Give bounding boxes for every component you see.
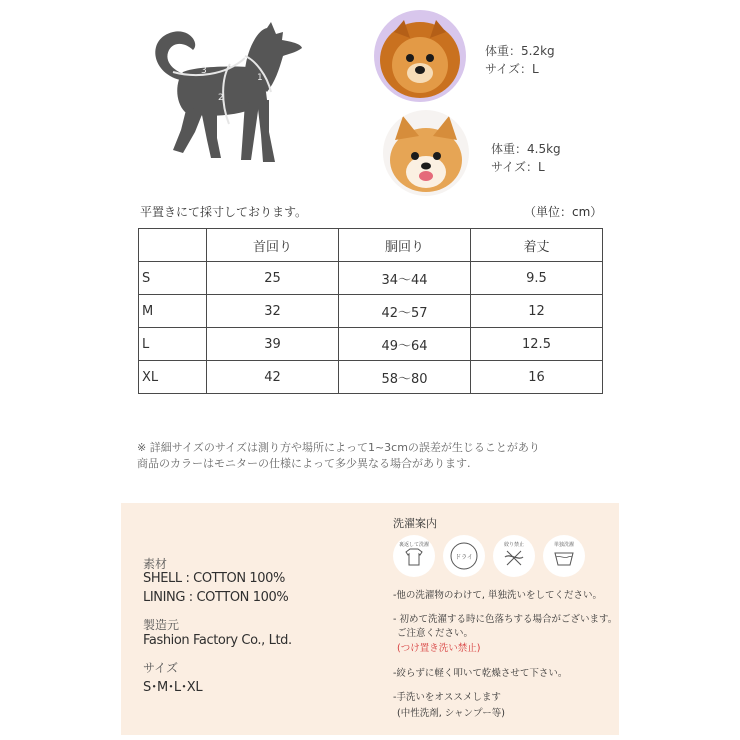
table-cell: 12 <box>471 295 603 328</box>
table-cell: 58～80 <box>339 361 471 394</box>
table-row <box>139 262 603 295</box>
care-icon-label: 裏返して洗濯 <box>398 542 429 548</box>
maker-name: Fashion Factory Co., Ltd. <box>143 633 292 648</box>
maker-heading: 製造元 <box>143 618 180 632</box>
material-lining: LINING : COTTON 100% <box>143 590 289 605</box>
care-icon-label: 絞り禁止 <box>503 542 524 548</box>
materials-heading: 素材 <box>143 557 168 571</box>
disclaimer-line: ※ 詳細サイズのサイズは測り方や場所によって1~3cmの誤差が生じることがあり <box>137 441 540 454</box>
table-row <box>139 328 603 361</box>
inside-out-wash-icon <box>393 535 435 577</box>
care-warning: (つけ置き洗い禁止) <box>397 643 481 654</box>
table-cell: 39 <box>207 328 339 361</box>
table-row <box>139 361 603 394</box>
size-heading: サイズ <box>143 661 179 675</box>
table-cell: 34～44 <box>339 262 471 295</box>
dog-1-weight: 体重：5.2kg <box>485 44 555 58</box>
care-panel <box>121 503 619 735</box>
no-wring-icon <box>493 535 535 577</box>
diagram-label-3: 3 <box>201 66 207 76</box>
header-cell: 着丈 <box>471 229 603 262</box>
care-line: - 初めて洗濯する時に色落ちする場合がございます。 <box>393 614 618 625</box>
dog-photo-2 <box>383 110 469 196</box>
header-cell: 胴回り <box>339 229 471 262</box>
size-label-cell: XL <box>139 361 207 394</box>
material-shell: SHELL : COTTON 100% <box>143 571 285 586</box>
unit-note: （単位：cm） <box>524 205 603 219</box>
wash-separately-icon <box>543 535 585 577</box>
size-table <box>138 228 603 394</box>
care-icon-label: ドライ <box>455 554 473 561</box>
header-cell: 首回り <box>207 229 339 262</box>
header-cell <box>139 229 207 262</box>
table-row <box>139 295 603 328</box>
table-cell: 49～64 <box>339 328 471 361</box>
size-label-cell: S <box>139 262 207 295</box>
care-line: ご注意ください。 <box>397 628 474 639</box>
diagram-label-1: 1 <box>257 73 263 83</box>
table-cell: 42～57 <box>339 295 471 328</box>
size-label-cell: M <box>139 295 207 328</box>
care-line: -他の洗濯物のわけて, 単独洗いをしてください。 <box>393 590 602 601</box>
table-cell: 25 <box>207 262 339 295</box>
disclaimer-line: 商品のカラーはモニターの仕様によって多少異なる場合があります. <box>137 457 471 470</box>
dog-2-size: サイズ：L <box>491 160 545 174</box>
size-label-cell: L <box>139 328 207 361</box>
care-line: -手洗いをオススメします <box>393 692 501 703</box>
table-cell: 16 <box>471 361 603 394</box>
diagram-label-2: 2 <box>218 93 224 103</box>
care-line: -絞らずに軽く叩いて乾燥させて下さい。 <box>393 668 568 679</box>
dog-2-weight: 体重：4.5kg <box>491 142 561 156</box>
dry-clean-icon <box>443 535 485 577</box>
table-header-row <box>139 229 603 262</box>
dog-1-size: サイズ：L <box>485 62 539 76</box>
measurement-note: 平置きにて採寸しております。 <box>140 205 308 219</box>
size-list: S･M･L･XL <box>143 680 203 695</box>
dog-photo-1 <box>374 10 466 102</box>
care-icon-label: 単独洗濯 <box>553 542 574 548</box>
table-cell: 42 <box>207 361 339 394</box>
disclaimer <box>137 440 540 472</box>
table-cell: 12.5 <box>471 328 603 361</box>
care-title: 洗濯案内 <box>393 517 437 530</box>
table-cell: 9.5 <box>471 262 603 295</box>
care-line: (中性洗剤, シャンプー等) <box>397 708 505 719</box>
table-cell: 32 <box>207 295 339 328</box>
dog-measurement-diagram <box>145 20 310 170</box>
